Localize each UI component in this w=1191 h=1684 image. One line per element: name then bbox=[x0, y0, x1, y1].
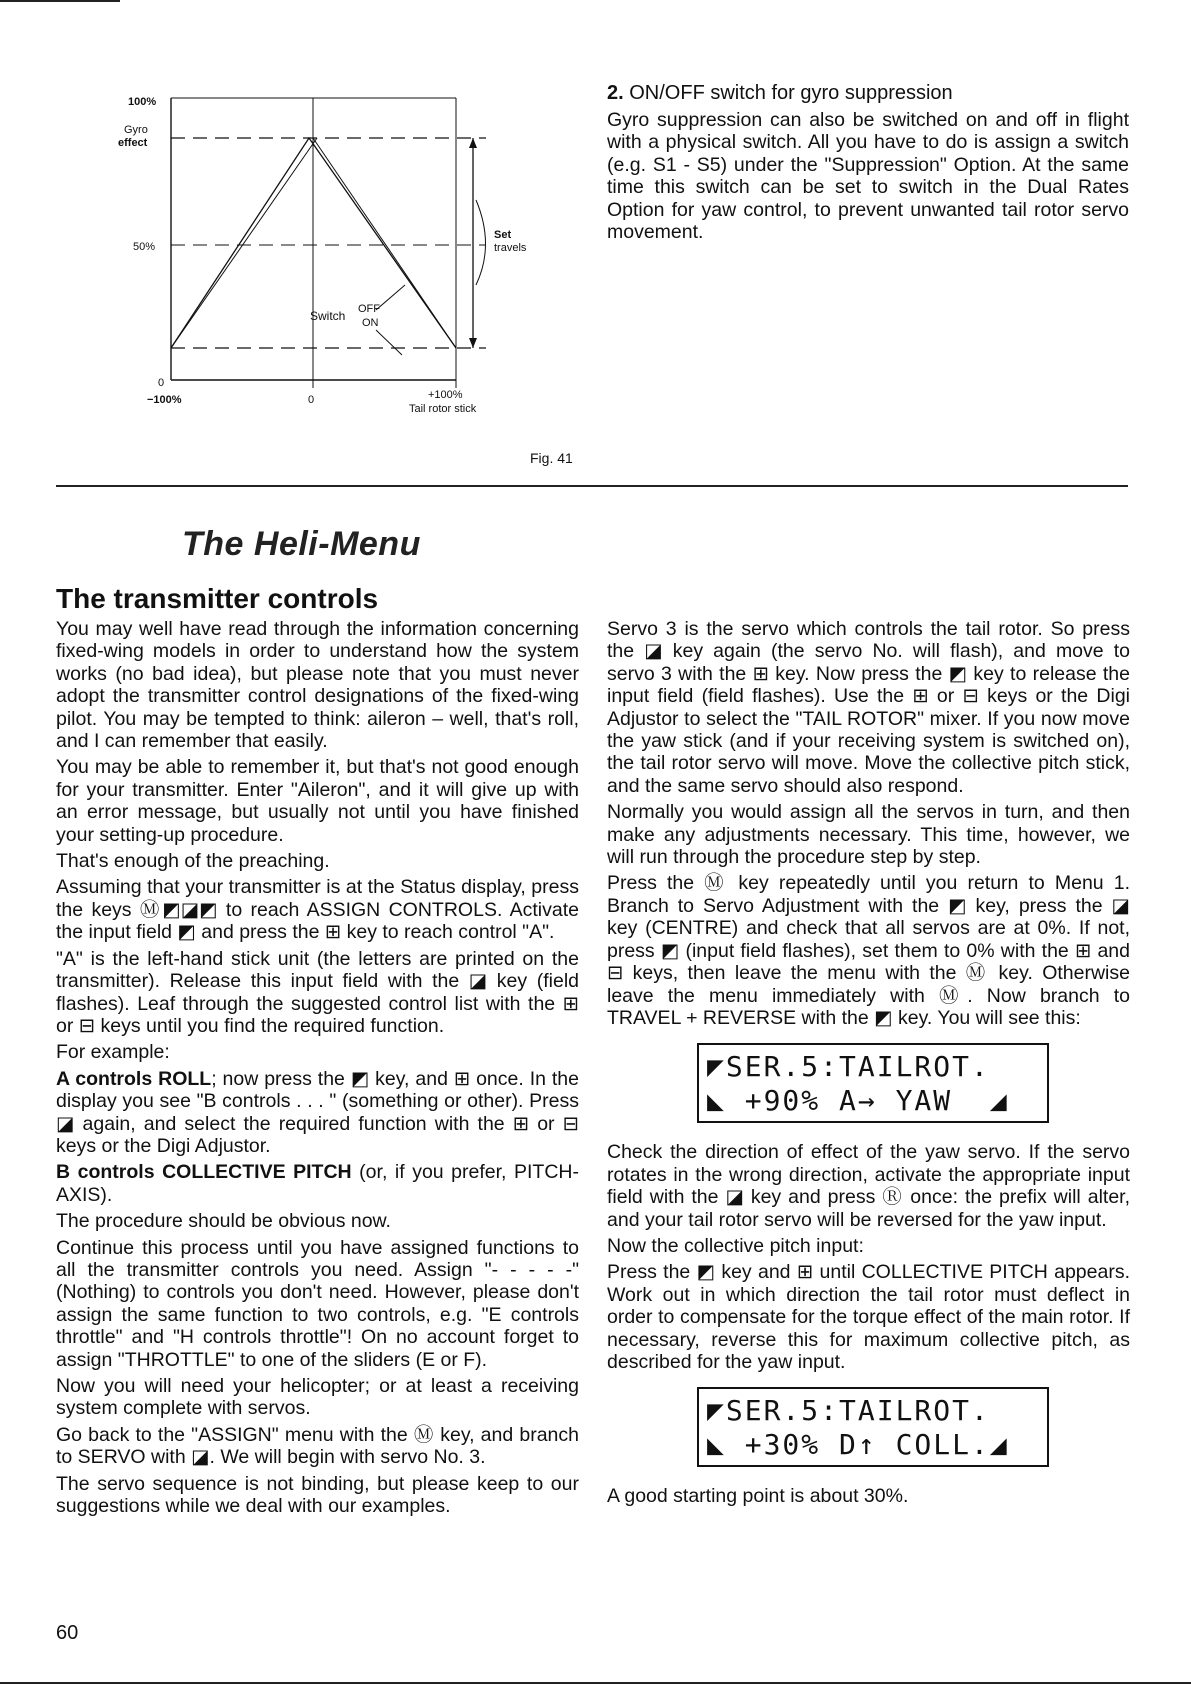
paragraph-text: ; now press the ◩ key, and ⊞ once. In the display you see "B controls . . . " (something or other). Press ◪ again, and select the required function with the ⊞ or ⊟ keys or the Digi Adjustor. bbox=[56, 1067, 579, 1157]
paragraph: The servo sequence is not binding, but please keep to our suggestions while we deal with our examples. bbox=[56, 1472, 579, 1518]
paragraph: Normally you would assign all the servos in turn, and then make any adjustments necessary. This time, however, we will run through the procedure step by step. bbox=[607, 801, 1130, 869]
gyro-suppression-body: Gyro suppression can also be switched on and off in flight with a physical switch. All you have to do is assign a switch (e.g. S1 - S5) under the "Suppression" Option. At the same time this switch can be set to switch in the Dual Rates Option for yaw control, to prevent unwanted tail rotor servo movement. bbox=[607, 109, 1129, 244]
y-axis-label-line2: effect bbox=[118, 137, 148, 149]
paragraph: You may be able to remember it, but that's not good enough for your transmitter. Enter "Aileron", and it will give up with an error message, but usually not until you have finished your setting-up procedure. bbox=[56, 756, 579, 846]
x-center-label: 0 bbox=[308, 394, 315, 406]
heading-number: 2. bbox=[607, 82, 624, 104]
y-zero-label: 0 bbox=[158, 377, 165, 389]
section-divider bbox=[56, 485, 1128, 487]
figure-caption: Fig. 41 bbox=[530, 450, 573, 466]
paragraph: Servo 3 is the servo which controls the tail rotor. So press the ◪ key again (the servo No. will flash), and move to servo 3 with the ⊞ key. Now press the ◩ key to release the input field (field flashes). Use the ⊞ or ⊟ keys or the Digi Adjustor to select the "TAIL ROTOR" mixer. If you now move the yaw stick (and if your receiving system is switched on), the tail rotor servo will move. Move the collective pitch stick, and the same servo should also respond. bbox=[607, 618, 1130, 797]
lcd-display-collective bbox=[697, 1387, 1049, 1467]
paragraph: The procedure should be obvious now. bbox=[56, 1210, 391, 1233]
lcd-display-yaw bbox=[697, 1043, 1049, 1123]
y-mid-label: 50% bbox=[133, 241, 156, 253]
paragraph: Now the collective pitch input: bbox=[607, 1234, 864, 1257]
switch-label: Switch bbox=[310, 309, 346, 323]
paragraph: That's enough of the preaching. bbox=[56, 850, 330, 873]
gyro-suppression-section bbox=[607, 82, 1129, 247]
y-axis-label-line1: Gyro bbox=[124, 124, 148, 136]
travel-arrow-bottom bbox=[469, 338, 477, 348]
page-number: 60 bbox=[56, 1622, 79, 1644]
x-axis-label: Tail rotor stick bbox=[409, 403, 477, 415]
bold-term: A controls ROLL bbox=[56, 1067, 212, 1090]
travel-arrow-top bbox=[469, 138, 477, 148]
inner-line-left bbox=[171, 138, 317, 348]
paragraph-text: (or, if you prefer, PITCH-AXIS). bbox=[56, 1161, 579, 1206]
paragraph: Press the ◩ key and ⊞ until COLLECTIVE PITCH appears. Work out in which direction the tail rotor must deflect in order to compensate for the torque effect of the main rotor. If necessary, reverse this for maximum collective pitch, as described for the yaw input. bbox=[607, 1261, 1130, 1373]
lcd-line: ◤SER.5:TAILROT. bbox=[707, 1394, 990, 1428]
paragraph: Go back to the "ASSIGN" menu with the Ⓜ key, and branch to SERVO with ◪. We will begin with servo No. 3. bbox=[56, 1423, 579, 1469]
top-rule bbox=[0, 0, 120, 2]
switch-on-label: ON bbox=[362, 317, 379, 329]
y-top-label: 100% bbox=[128, 96, 157, 108]
gyro-effect-diagram bbox=[40, 70, 580, 470]
paragraph: You may well have read through the information concerning fixed-wing models in order to understand how the system works (no bad idea), but please note that you must never adopt the transmitter control designations of the fixed-wing pilot. You may be tempted to think: aileron – well, that's roll, and I can remember that easily. bbox=[56, 618, 579, 753]
paragraph: Check the direction of effect of the yaw servo. If the servo rotates in the wrong direction, activate the appropriate input field with the ◪ key and press Ⓡ once: the prefix will alter, and your tail rotor servo will be reversed for the yaw input. bbox=[607, 1141, 1130, 1231]
paragraph: "A" is the left-hand stick unit (the letters are printed on the transmitter). Release this input field with the ◪ key (field flashes). Leaf through the suggested control list with the ⊞ or ⊟ keys until you find the required function. bbox=[56, 947, 579, 1037]
switch-off-pointer bbox=[376, 285, 405, 310]
paragraph: Assuming that your transmitter is at the Status display, press the keys Ⓜ◩◪◩ to reach ASSIGN CONTROLS. Activate the input field ◩ and press the ⊞ key to reach control "A". bbox=[56, 876, 579, 944]
x-left-label: −100% bbox=[147, 394, 182, 406]
set-travels-line2: travels bbox=[494, 242, 527, 254]
paragraph bbox=[56, 1161, 579, 1206]
x-right-label: +100% bbox=[428, 389, 463, 401]
bold-term: B controls COLLECTIVE PITCH bbox=[56, 1161, 352, 1184]
paragraph: Press the Ⓜ key repeatedly until you return to Menu 1. Branch to Servo Adjustment with the ◩ key, press the ◪ key (CENTRE) and check that all servos are at 0%. If not, press ◩ (input field flashes), set them to 0% with the ⊞ and ⊟ keys, then leave the menu with the Ⓜ key. Otherwise leave the menu immediately with Ⓜ. Now branch to TRAVEL + REVERSE with the ◩ key. You will see this: bbox=[607, 872, 1130, 1029]
switch-on-pointer bbox=[376, 330, 402, 355]
section-title: The Heli-Menu bbox=[182, 525, 421, 563]
paragraph: For example: bbox=[56, 1041, 170, 1064]
subheading: The transmitter controls bbox=[56, 583, 379, 614]
lcd-line: ◣ +90% A→ YAW ◢ bbox=[707, 1084, 1009, 1118]
switch-off-label: OFF bbox=[358, 303, 380, 315]
travel-brace bbox=[476, 200, 486, 285]
paragraph bbox=[56, 1068, 579, 1158]
lcd-line: ◤SER.5:TAILROT. bbox=[707, 1050, 990, 1084]
gyro-suppression-heading bbox=[607, 82, 1129, 105]
figure-gyro-effect bbox=[40, 70, 580, 470]
paragraph: A good starting point is about 30%. bbox=[607, 1485, 909, 1508]
left-column bbox=[56, 618, 579, 1521]
lcd-line: ◣ +30% D↑ COLL.◢ bbox=[707, 1428, 1009, 1462]
set-travels-line1: Set bbox=[494, 229, 512, 241]
right-column bbox=[607, 618, 1130, 1512]
heading-text: ON/OFF switch for gyro suppression bbox=[629, 82, 953, 104]
paragraph: Continue this process until you have assigned functions to all the transmitter controls you need. Assign "- - - - -" (Nothing) to controls you don't need. However, please don't assign the same function to two controls, e.g. "E controls throttle" and "H controls throttle"! On no account forget to assign "THROTTLE" to one of the sliders (E or F). bbox=[56, 1236, 579, 1371]
paragraph: Now you will need your helicopter; or at least a receiving system complete with servos. bbox=[56, 1375, 579, 1420]
